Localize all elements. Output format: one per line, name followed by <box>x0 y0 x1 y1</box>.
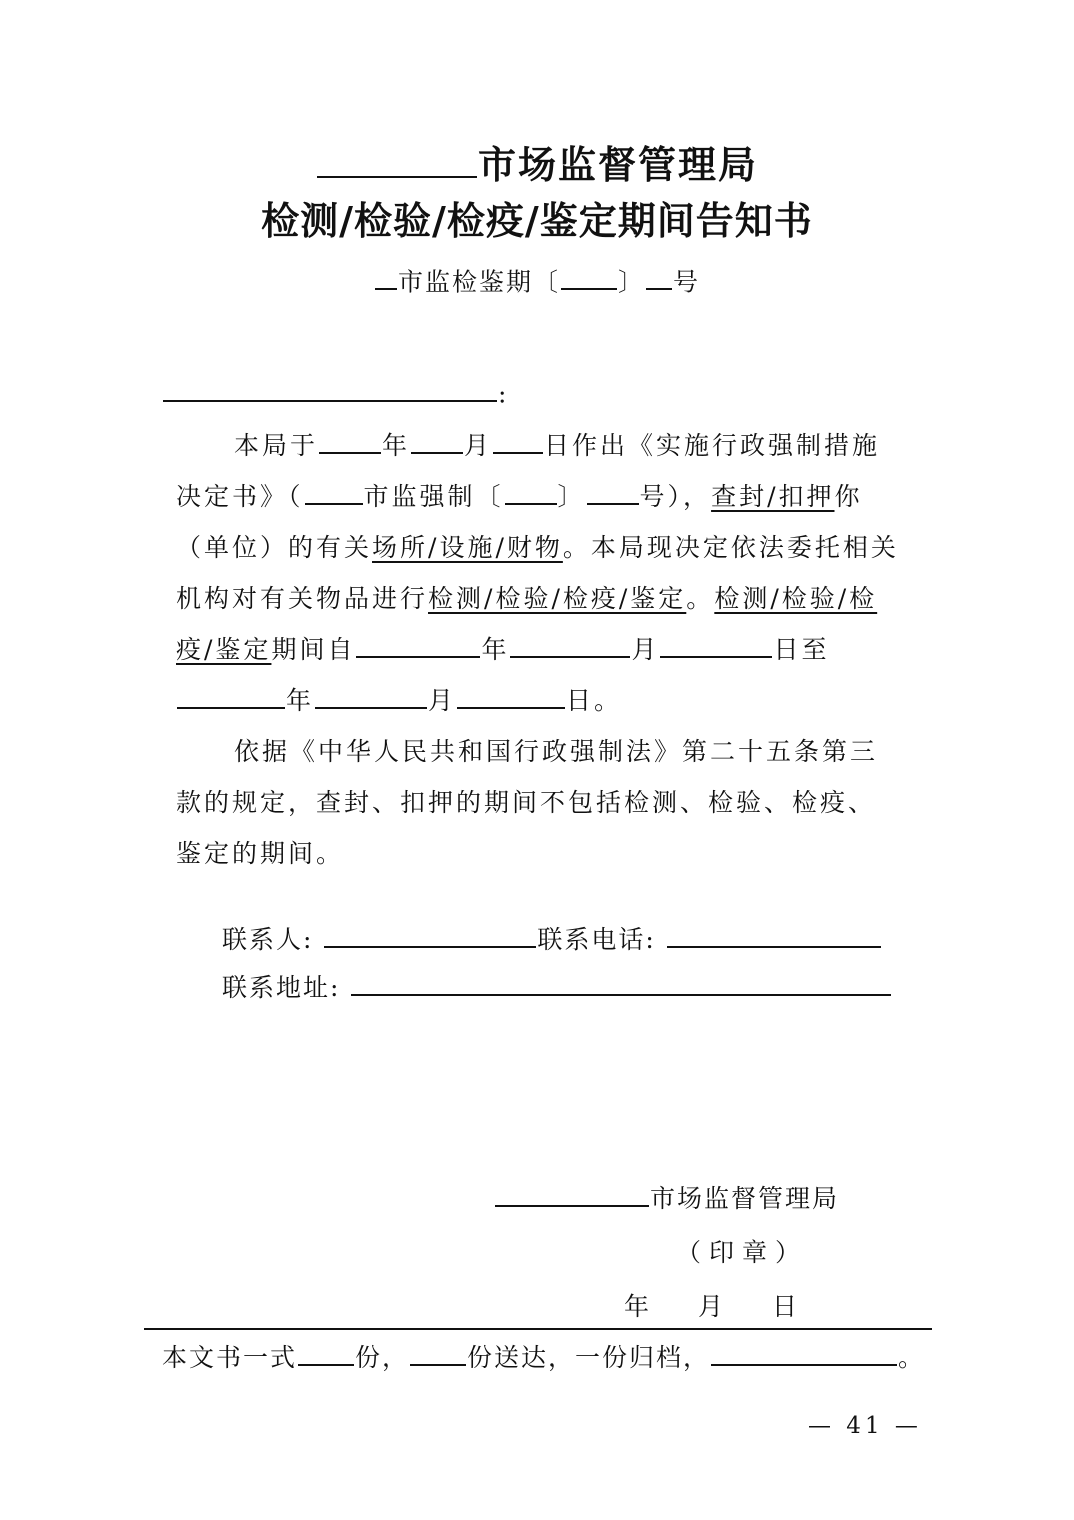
p1-text: 月 <box>428 686 457 715</box>
blank-archive <box>711 1338 897 1366</box>
inspection-period-type-options: 检测/检验/检疫/鉴定 <box>176 584 878 664</box>
contact-person-blank <box>324 920 536 948</box>
date-month: 月 <box>698 1292 724 1321</box>
p1-text: 。 <box>686 584 715 613</box>
footer-divider <box>144 1328 932 1330</box>
blank-start-month <box>510 630 630 658</box>
issue-date <box>624 1284 797 1330</box>
p1-text: 日至 <box>773 635 830 664</box>
copies-note <box>162 1336 925 1380</box>
date-year: 年 <box>624 1292 650 1321</box>
object-type-options: 场所/设施/财物 <box>372 533 563 562</box>
contact-phone-blank <box>667 920 881 948</box>
blank-year <box>319 426 381 454</box>
p1-text: 你（单位）的有关 <box>176 482 863 562</box>
issuing-agency <box>494 1176 839 1222</box>
footer-text: 份， <box>355 1343 410 1372</box>
document-title-line1 <box>0 136 1074 191</box>
p1-text: 月 <box>631 635 660 664</box>
blank-start-year <box>356 630 480 658</box>
docno-blank-number <box>646 262 672 290</box>
p1-text: 市监强制〔 <box>363 482 504 511</box>
p1-text: 日。 <box>566 686 623 715</box>
blank-day <box>493 426 543 454</box>
page-number: — 41 — <box>808 1413 922 1439</box>
blank-month <box>411 426 463 454</box>
docno-text-b: 〕 <box>617 267 645 297</box>
date-day: 日 <box>772 1292 798 1321</box>
contact-address-label: 联系地址: <box>222 973 341 1002</box>
blank-copies-total <box>298 1338 354 1366</box>
contact-row-1 <box>222 916 892 964</box>
seal-placeholder: （印章） <box>676 1238 809 1267</box>
issuing-agency-blank <box>495 1179 649 1207</box>
document-body <box>176 420 902 879</box>
contact-address-blank <box>351 968 891 996</box>
p1-text: 年 <box>286 686 315 715</box>
footer-text: 本文书一式 <box>162 1343 298 1372</box>
p1-text: 期间自 <box>271 635 356 664</box>
blank-start-day <box>660 630 772 658</box>
blank-decision-year <box>505 477 557 505</box>
contact-row-2 <box>222 964 892 1012</box>
p1-text: 〕 <box>557 482 586 511</box>
document-title-line2: 检测/检验/检疫/鉴定期间告知书 <box>261 198 813 243</box>
p1-text: 本局于 <box>234 431 319 460</box>
inspection-type-options: 检测/检验/检疫/鉴定 <box>428 584 687 613</box>
blank-decision-prefix <box>305 477 363 505</box>
docno-text-a: 市监检鉴期〔 <box>397 267 560 297</box>
recipient-blank <box>163 374 497 402</box>
p1-text: 。本局现决定依法委托相关机构对有关物品进行 <box>176 533 899 613</box>
blank-end-day <box>457 681 565 709</box>
measure-type-options: 查封/扣押 <box>711 482 835 511</box>
p1-text: 年 <box>481 635 510 664</box>
blank-copies-served <box>410 1338 466 1366</box>
paragraph-legal-basis: 依据《中华人民共和国行政强制法》第二十五条第三款的规定，查封、扣押的期间不包括检测、检验、检疫、鉴定的期间。 <box>176 737 879 868</box>
title-agency-suffix: 市场监督管理局 <box>477 141 758 187</box>
docno-blank-year <box>561 262 617 290</box>
p1-text: 号）， <box>639 482 712 511</box>
p1-text: 年 <box>382 431 411 460</box>
blank-end-year <box>177 681 285 709</box>
document-number <box>0 262 1074 302</box>
paragraph-notice <box>176 420 902 726</box>
footer-text: 份送达，一份归档， <box>467 1343 711 1372</box>
contact-person-label: 联系人: <box>222 925 314 954</box>
p1-text: 日作出《实施行政强制措施决定书》（ <box>176 431 881 511</box>
contact-block <box>222 916 892 1012</box>
agency-name-blank <box>317 136 477 178</box>
docno-text-c: 号 <box>673 267 701 297</box>
recipient-colon: : <box>498 379 507 409</box>
contact-phone-label: 联系电话: <box>537 925 656 954</box>
p1-text: 月 <box>464 431 493 460</box>
blank-end-month <box>315 681 427 709</box>
recipient-line <box>162 374 506 414</box>
issuing-agency-suffix: 市场监督管理局 <box>650 1184 840 1213</box>
footer-text: 。 <box>898 1343 926 1372</box>
blank-decision-number <box>587 477 639 505</box>
docno-blank-prefix <box>375 262 397 290</box>
